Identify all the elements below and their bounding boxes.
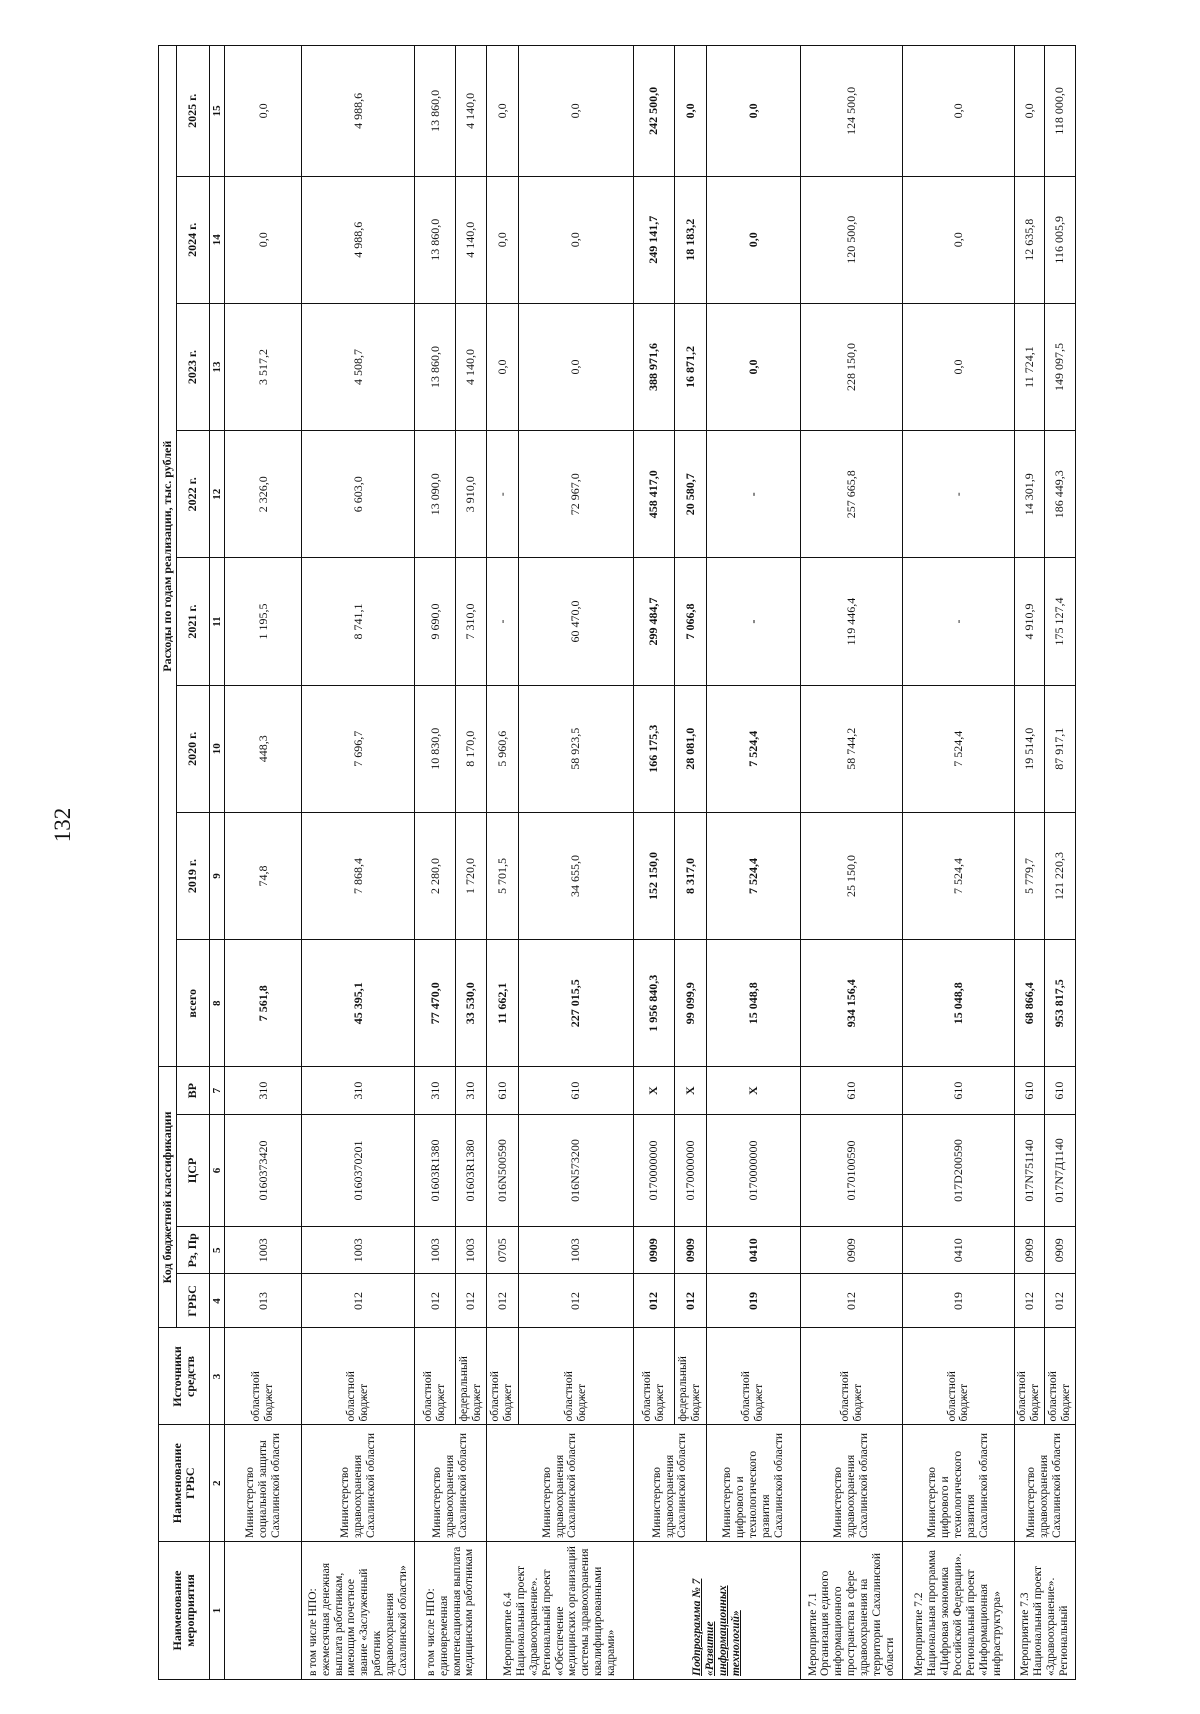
year-value-cell: 448,3 [225, 685, 302, 812]
measure-name-cell: Мероприятие 7.1 Организация единого информационного пространства в сфере здравоохранения на территории Сахалинской области [800, 1541, 903, 1679]
grbs-code-cell: 012 [518, 1274, 633, 1328]
rzpr-code-cell: 0410 [903, 1227, 1014, 1274]
header-total: всего [177, 940, 210, 1067]
year-value-cell: 7 868,4 [302, 812, 415, 939]
year-value-cell: 7 524,4 [903, 812, 1014, 939]
source-cell: федеральный бюджет [674, 1328, 706, 1425]
header-year: 2025 г. [177, 46, 210, 177]
rzpr-code-cell: 1003 [456, 1227, 487, 1274]
year-value-cell: 7 310,0 [456, 558, 487, 685]
year-value-cell: 19 514,0 [1014, 685, 1045, 812]
measure-name-cell: в том числе НПО: ежемесячная денежная выплата работникам, имеющим почетное звание «Заслуженный работник здравоохранения Сахалинской области» [302, 1541, 415, 1679]
total-cell: 68 866,4 [1014, 940, 1045, 1067]
rzpr-code-cell: 0909 [800, 1227, 903, 1274]
year-value-cell: 458 417,0 [634, 431, 675, 558]
column-index: 14 [210, 176, 225, 303]
rzpr-code-cell: 1003 [302, 1227, 415, 1274]
column-index: 3 [210, 1328, 225, 1425]
year-value-cell: 124 500,0 [800, 46, 903, 177]
header-grbs: ГРБС [177, 1274, 210, 1328]
year-value-cell: 4 988,6 [302, 46, 415, 177]
year-value-cell: 4 988,6 [302, 176, 415, 303]
year-value-cell: 11 724,1 [1014, 303, 1045, 430]
source-cell: областной бюджет [415, 1328, 456, 1425]
total-cell: 227 015,5 [518, 940, 633, 1067]
year-value-cell: 8 170,0 [456, 685, 487, 812]
source-cell: областной бюджет [634, 1328, 675, 1425]
header-sources: Источники средств [159, 1328, 210, 1425]
measure-name-cell: в том числе НПО: единовременная компенсационная выплата медицинским работникам [415, 1541, 486, 1679]
grbs-name-cell: Министерство здравоохранения Сахалинской области [415, 1425, 486, 1541]
year-value-cell: 149 097,5 [1045, 303, 1076, 430]
total-cell: 45 395,1 [302, 940, 415, 1067]
grbs-code-cell: 012 [415, 1274, 456, 1328]
header-year: 2019 г. [177, 812, 210, 939]
total-cell: 11 662,1 [486, 940, 518, 1067]
year-value-cell: 7 696,7 [302, 685, 415, 812]
year-value-cell: 0,0 [225, 176, 302, 303]
table-row [634, 46, 675, 1680]
year-value-cell: 12 635,8 [1014, 176, 1045, 303]
grbs-code-cell: 012 [674, 1274, 706, 1328]
column-index: 13 [210, 303, 225, 430]
column-index: 9 [210, 812, 225, 939]
year-value-cell: 0,0 [1014, 46, 1045, 177]
source-cell: областной бюджет [1014, 1328, 1045, 1425]
year-value-cell: 1 195,5 [225, 558, 302, 685]
year-value-cell: 0,0 [486, 303, 518, 430]
year-value-cell: 4 140,0 [456, 303, 487, 430]
grbs-code-cell: 012 [634, 1274, 675, 1328]
table-row [486, 46, 518, 1680]
source-cell: областной бюджет [800, 1328, 903, 1425]
grbs-name-cell: Министерство цифрового и технологического развития Сахалинской области [706, 1425, 800, 1541]
total-cell: 15 048,8 [706, 940, 800, 1067]
header-csr: ЦСР [177, 1114, 210, 1226]
year-value-cell: 18 183,2 [674, 176, 706, 303]
year-value-cell: 8 317,0 [674, 812, 706, 939]
year-value-cell: 0,0 [903, 46, 1014, 177]
year-value-cell: 0,0 [903, 176, 1014, 303]
vr-code-cell: Х [674, 1067, 706, 1114]
year-value-cell: 2 280,0 [415, 812, 456, 939]
subprogram-title-cell [634, 1541, 801, 1679]
source-cell: федеральный бюджет [456, 1328, 487, 1425]
source-cell: областной бюджет [486, 1328, 518, 1425]
rzpr-code-cell: 1003 [225, 1227, 302, 1274]
year-value-cell: 13 860,0 [415, 46, 456, 177]
total-cell: 15 048,8 [903, 940, 1014, 1067]
year-value-cell: 242 500,0 [634, 46, 675, 177]
year-value-cell: 0,0 [706, 303, 800, 430]
total-cell: 99 099,9 [674, 940, 706, 1067]
year-value-cell: 60 470,0 [518, 558, 633, 685]
year-value-cell: 20 580,7 [674, 431, 706, 558]
source-cell: областной бюджет [903, 1328, 1014, 1425]
source-cell: областной бюджет [1045, 1328, 1076, 1425]
csr-code-cell: 0170100590 [800, 1114, 903, 1226]
year-value-cell: 87 917,1 [1045, 685, 1076, 812]
year-value-cell: 388 971,6 [634, 303, 675, 430]
year-value-cell: 0,0 [518, 303, 633, 430]
total-cell: 33 530,0 [456, 940, 487, 1067]
year-value-cell: 3 910,0 [456, 431, 487, 558]
year-value-cell: 13 860,0 [415, 303, 456, 430]
csr-code-cell: 017N7Д1140 [1045, 1114, 1076, 1226]
column-index: 15 [210, 46, 225, 177]
year-value-cell: 58 923,5 [518, 685, 633, 812]
grbs-code-cell: 012 [302, 1274, 415, 1328]
year-value-cell: 1 720,0 [456, 812, 487, 939]
year-value-cell: 8 741,1 [302, 558, 415, 685]
year-value-cell: 249 141,7 [634, 176, 675, 303]
grbs-name-cell: Министерство социальной защиты Сахалинской области [225, 1425, 302, 1541]
year-value-cell: 152 150,0 [634, 812, 675, 939]
measure-name-cell: Мероприятие 7.2 Национальная программа «Цифровая экономика Российской Федерации». Региональный проект «Информационная инфраструктура» [903, 1541, 1014, 1679]
grbs-code-cell: 012 [1045, 1274, 1076, 1328]
header-vr: ВР [177, 1067, 210, 1114]
year-value-cell: - [903, 558, 1014, 685]
rzpr-code-cell: 0909 [674, 1227, 706, 1274]
total-cell: 934 156,4 [800, 940, 903, 1067]
vr-code-cell: 610 [518, 1067, 633, 1114]
table-row [302, 46, 415, 1680]
year-value-cell: 58 744,2 [800, 685, 903, 812]
year-value-cell: 0,0 [903, 303, 1014, 430]
year-value-cell: 3 517,2 [225, 303, 302, 430]
grbs-code-cell: 013 [225, 1274, 302, 1328]
page-number: 132 [50, 807, 75, 843]
year-value-cell: 28 081,0 [674, 685, 706, 812]
vr-code-cell: Х [706, 1067, 800, 1114]
year-value-cell: 13 860,0 [415, 176, 456, 303]
rotated-page-content [158, 45, 1076, 1680]
vr-code-cell: 610 [800, 1067, 903, 1114]
header-measure-name: Наименование мероприятия [159, 1541, 210, 1679]
vr-code-cell: 310 [415, 1067, 456, 1114]
source-cell: областной бюджет [706, 1328, 800, 1425]
measure-name-cell: Мероприятие 7.3 Национальный проект «Здравоохранение». Региональный [1014, 1541, 1075, 1679]
csr-code-cell: 01603R1380 [415, 1114, 456, 1226]
column-index: 11 [210, 558, 225, 685]
grbs-code-cell: 019 [706, 1274, 800, 1328]
table-row [706, 46, 800, 1680]
rzpr-code-cell: 1003 [518, 1227, 633, 1274]
year-value-cell: 118 000,0 [1045, 46, 1076, 177]
csr-code-cell: 017D200590 [903, 1114, 1014, 1226]
year-value-cell: 9 690,0 [415, 558, 456, 685]
grbs-name-cell: Министерство здравоохранения Сахалинской области [1014, 1425, 1075, 1541]
grbs-code-cell: 012 [1014, 1274, 1045, 1328]
csr-code-cell: 0170000000 [674, 1114, 706, 1226]
column-index-row [210, 46, 225, 1680]
csr-code-cell: 0160370201 [302, 1114, 415, 1226]
year-value-cell: 119 446,4 [800, 558, 903, 685]
column-index: 5 [210, 1227, 225, 1274]
year-value-cell: 4 140,0 [456, 46, 487, 177]
year-value-cell: 166 175,3 [634, 685, 675, 812]
year-value-cell: 6 603,0 [302, 431, 415, 558]
year-value-cell: 0,0 [486, 46, 518, 177]
column-index: 6 [210, 1114, 225, 1226]
year-value-cell: 121 220,3 [1045, 812, 1076, 939]
year-value-cell: 5 960,6 [486, 685, 518, 812]
year-value-cell: 13 090,0 [415, 431, 456, 558]
column-index: 4 [210, 1274, 225, 1328]
vr-code-cell: Х [634, 1067, 675, 1114]
rzpr-code-cell: 0909 [1014, 1227, 1045, 1274]
rzpr-code-cell: 0909 [1045, 1227, 1076, 1274]
header-budget-code-group: Код бюджетной классификации [159, 1067, 177, 1328]
grbs-name-cell: Министерство здравоохранения Сахалинской области [486, 1425, 633, 1541]
year-value-cell: 4 910,9 [1014, 558, 1045, 685]
year-value-cell: 0,0 [706, 176, 800, 303]
vr-code-cell: 610 [1014, 1067, 1045, 1114]
header-grbs-name: Наименование ГРБС [159, 1425, 210, 1541]
vr-code-cell: 310 [302, 1067, 415, 1114]
total-cell: 1 956 840,3 [634, 940, 675, 1067]
header-year: 2020 г. [177, 685, 210, 812]
grbs-name-cell: Министерство здравоохранения Сахалинской области [634, 1425, 707, 1541]
header-expenses-group: Расходы по годам реализации, тыс. рублей [159, 46, 177, 1067]
year-value-cell: - [903, 431, 1014, 558]
csr-code-cell: 0160373420 [225, 1114, 302, 1226]
year-value-cell: 0,0 [486, 176, 518, 303]
year-value-cell: 0,0 [706, 46, 800, 177]
year-value-cell: 257 665,8 [800, 431, 903, 558]
rzpr-code-cell: 1003 [415, 1227, 456, 1274]
table-row [225, 46, 302, 1680]
table-row [903, 46, 1014, 1680]
budget-table [158, 45, 1076, 1680]
year-value-cell: 16 871,2 [674, 303, 706, 430]
year-value-cell: - [486, 431, 518, 558]
header-year: 2022 г. [177, 431, 210, 558]
rzpr-code-cell: 0909 [634, 1227, 675, 1274]
measure-name-cell: Мероприятие 6.4 Национальный проект «Здравоохранение». Региональный проект «Обеспечение медицинских организаций системы здравоохранения квалифицированными кадрами» [486, 1541, 633, 1679]
header-year: 2024 г. [177, 176, 210, 303]
year-value-cell: - [706, 558, 800, 685]
header-year: 2021 г. [177, 558, 210, 685]
year-value-cell: 10 830,0 [415, 685, 456, 812]
source-cell: областной бюджет [225, 1328, 302, 1425]
csr-code-cell: 016N500590 [486, 1114, 518, 1226]
year-value-cell: 299 484,7 [634, 558, 675, 685]
grbs-name-cell: Министерство цифрового и технологического развития Сахалинской области [903, 1425, 1014, 1541]
year-value-cell: 2 326,0 [225, 431, 302, 558]
column-index: 7 [210, 1067, 225, 1114]
year-value-cell: 228 150,0 [800, 303, 903, 430]
vr-code-cell: 610 [903, 1067, 1014, 1114]
csr-code-cell: 017N751140 [1014, 1114, 1045, 1226]
vr-code-cell: 610 [486, 1067, 518, 1114]
column-index: 8 [210, 940, 225, 1067]
year-value-cell: 74,8 [225, 812, 302, 939]
column-index: 1 [210, 1541, 225, 1679]
grbs-code-cell: 019 [903, 1274, 1014, 1328]
subprogram-title: Подпрограмма № 7 «Развитие информационных технологий» [691, 1578, 742, 1676]
year-value-cell: 186 449,3 [1045, 431, 1076, 558]
rzpr-code-cell: 0410 [706, 1227, 800, 1274]
table-row [800, 46, 903, 1680]
year-value-cell: 116 005,9 [1045, 176, 1076, 303]
vr-code-cell: 610 [1045, 1067, 1076, 1114]
total-cell: 7 561,8 [225, 940, 302, 1067]
csr-code-cell: 0170000000 [634, 1114, 675, 1226]
table-row [415, 46, 456, 1680]
total-cell: 953 817,5 [1045, 940, 1076, 1067]
grbs-code-cell: 012 [456, 1274, 487, 1328]
column-index: 12 [210, 431, 225, 558]
year-value-cell: 25 150,0 [800, 812, 903, 939]
source-cell: областной бюджет [518, 1328, 633, 1425]
header-year: 2023 г. [177, 303, 210, 430]
year-value-cell: 0,0 [518, 46, 633, 177]
column-index: 10 [210, 685, 225, 812]
year-value-cell: 0,0 [518, 176, 633, 303]
year-value-cell: 0,0 [225, 46, 302, 177]
source-cell: областной бюджет [302, 1328, 415, 1425]
year-value-cell: 0,0 [674, 46, 706, 177]
grbs-name-cell: Министерство здравоохранения Сахалинской области [800, 1425, 903, 1541]
year-value-cell: 7 066,8 [674, 558, 706, 685]
year-value-cell: 14 301,9 [1014, 431, 1045, 558]
grbs-code-cell: 012 [800, 1274, 903, 1328]
year-value-cell: 5 701,5 [486, 812, 518, 939]
csr-code-cell: 016N573200 [518, 1114, 633, 1226]
total-cell: 77 470,0 [415, 940, 456, 1067]
year-value-cell: 72 967,0 [518, 431, 633, 558]
column-index: 2 [210, 1425, 225, 1541]
vr-code-cell: 310 [225, 1067, 302, 1114]
year-value-cell: 4 508,7 [302, 303, 415, 430]
year-value-cell: 120 500,0 [800, 176, 903, 303]
year-value-cell: - [486, 558, 518, 685]
grbs-code-cell: 012 [486, 1274, 518, 1328]
year-value-cell: 7 524,4 [903, 685, 1014, 812]
year-value-cell: 4 140,0 [456, 176, 487, 303]
year-value-cell: 7 524,4 [706, 812, 800, 939]
csr-code-cell: 01603R1380 [456, 1114, 487, 1226]
year-value-cell: 5 779,7 [1014, 812, 1045, 939]
rzpr-code-cell: 0705 [486, 1227, 518, 1274]
table-row [1014, 46, 1045, 1680]
year-value-cell: 34 655,0 [518, 812, 633, 939]
csr-code-cell: 0170000000 [706, 1114, 800, 1226]
year-value-cell: - [706, 431, 800, 558]
measure-name-cell [225, 1541, 302, 1679]
header-rzpr: Рз, Пр [177, 1227, 210, 1274]
year-value-cell: 7 524,4 [706, 685, 800, 812]
vr-code-cell: 310 [456, 1067, 487, 1114]
grbs-name-cell: Министерство здравоохранения Сахалинской области [302, 1425, 415, 1541]
year-value-cell: 175 127,4 [1045, 558, 1076, 685]
